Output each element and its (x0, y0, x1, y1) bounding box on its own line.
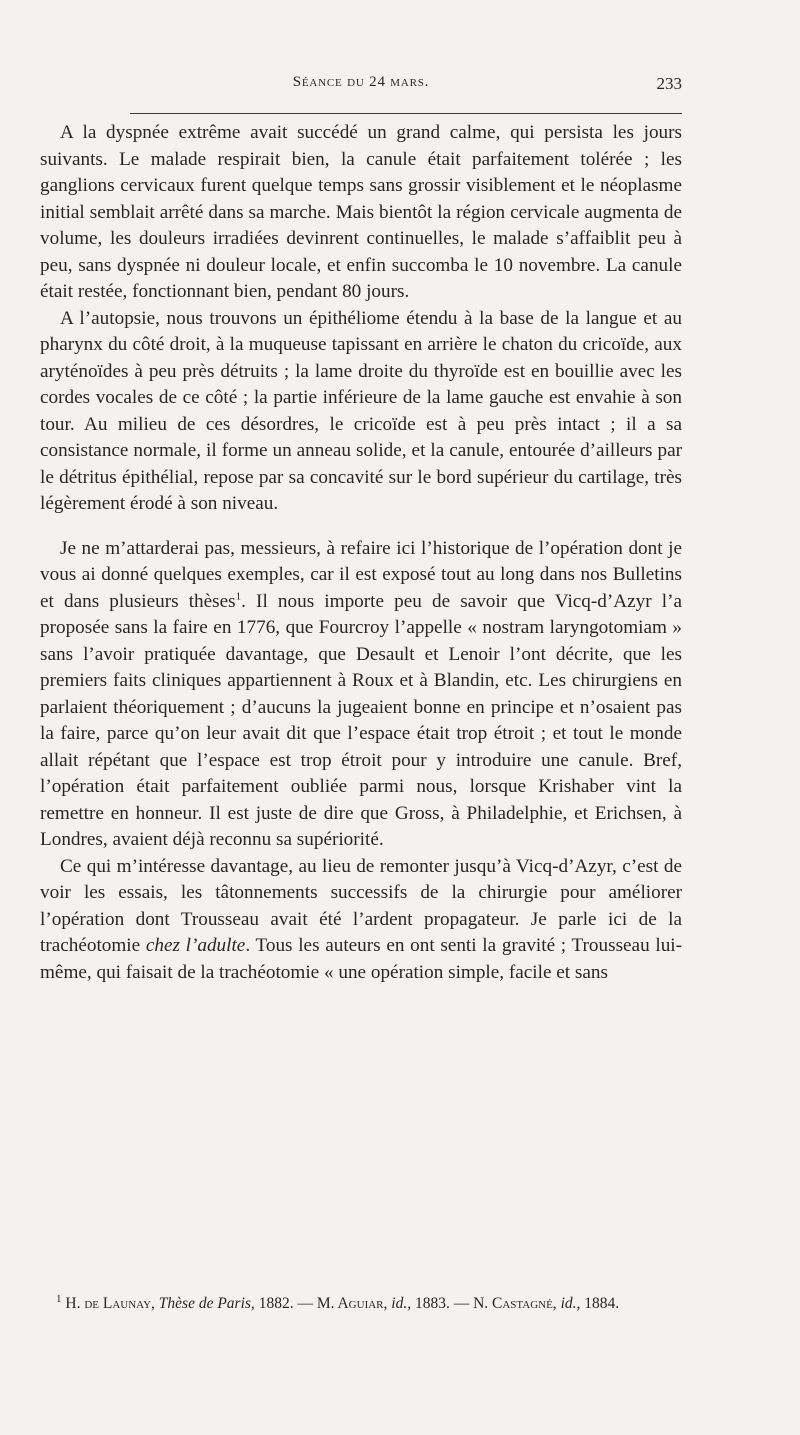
paragraph-4-rest: . Tous les auteurs en ont senti la gravité ; Trousseau lui-même, qui faisait de la trachéotomie « une opération simple, facile et sans (40, 935, 683, 983)
paragraph-4-italic: chez l’adulte (145, 935, 246, 956)
footnote-author-2: M. Aguiar, (316, 1295, 388, 1312)
footnote-year-3: 1884. (584, 1295, 620, 1312)
page-number: 233 (656, 74, 682, 93)
paragraph-2: A l’autopsie, nous trouvons un épithéliome étendu à la base de la langue et au pharynx du côté droit, à la muqueuse tapissant en arrière le chaton du cricoïde, aux aryténoïdes à peu près détruits ; la lame droite du thyroïde est en bouillie avec les cordes vocales de ce côté ; la partie inférieure de la lame gauche est envahie à son tour. Au milieu de ces désordres, le cricoïde est à peu près intact ; il a sa consistance normale, il forme un anneau solide, et la canule, entourée d’ailleurs par le détritus épithélial, repose par sa concavité sur le bord supérieur du cartilage, très légèrement érodé à son niveau. (40, 307, 682, 514)
footnote-year-2: 1883. — (414, 1295, 470, 1312)
paragraph-3-text: Je ne m’attarderai pas, messieurs, à refaire ici l’historique de l’opération dont je vous ai donné quelques exemples, car il est exposé tout au long dans nos Bulletins et dans plusieurs thèses (40, 537, 682, 612)
footnote-year-1: 1882. — (258, 1295, 313, 1312)
footnote-author-1: H. de Launay, (65, 1295, 155, 1312)
paragraph-3-rest: . Il nous importe peu de savoir que Vicq-d’Azyr l’a proposée sans la faire en 1776, que Fourcroy l’appelle « nostram laryngotomiam » sans l’avoir pratiquée davantage, que Desault et Lenoir l’ont décrite, que les premiers faits cliniques appartiennent à Roux et à Blandin, etc. Les chirurgiens en parlaient théoriquement ; d’aucuns la jugeaient bonne en principe et n’osaient pas la faire, parce qu’on leur avait dit que l’espace était trop étroit ; et tout le monde allait répétant que l’espace est trop étroit pour y introduire une canule. Bref, l’opération était parfaitement oubliée parmi nous, lorsque Krishaber vint la remettre en honneur. Il est juste de dire que Gross, à Philadelphie, et Erichsen, à Londres, avaient déjà reconnu sa supériorité. (40, 590, 682, 850)
footnote-marker: 1 (56, 1292, 62, 1305)
paragraph-4-text: Ce qui m’intéresse davantage, au lieu de remonter jusqu’à Vicq-d’Azyr, c’est de voir les essais, les tâtonnements successifs de la chirurgie pour améliorer l’opération dont Trousseau avait été l’ardent propagateur. Je parle ici de la trachéotomie (40, 855, 682, 956)
running-title-text: Séance du 24 mars. (292, 74, 430, 90)
footnote-reference[interactable]: 1 (235, 590, 242, 603)
running-title (40, 74, 682, 91)
footnote-title-1: Thèse de Paris, (158, 1295, 255, 1312)
running-head (40, 74, 682, 104)
paragraph-1: A la dyspnée extrême avait succédé un grand calme, qui persista les jours suivants. Le malade respirait bien, la canule était parfaitement tolérée ; les ganglions cervicaux furent quelque temps sans grossir visiblement et le néoplasme initial semblait arrêté dans sa marche. Mais bientôt la région cervicale augmenta de volume, les douleurs irradiées devinrent continuelles, le malade s’affaiblit peu à peu, sans dyspnée ni douleur locale, et enfin succomba le 10 novembre. La canule était restée, fonctionnant bien, pendant 80 jours. (40, 122, 682, 302)
footnote-1 (40, 1292, 682, 1315)
paragraph-3 (40, 536, 682, 854)
footnotes (40, 1292, 682, 1315)
header-rule (130, 113, 682, 114)
footnote-ibid-2: id., (391, 1295, 412, 1312)
footnote-author-3: N. Castagné, (473, 1295, 557, 1312)
footnote-ibid-3: id., (560, 1295, 581, 1312)
paragraph-4 (40, 854, 682, 987)
body-text (40, 120, 682, 986)
